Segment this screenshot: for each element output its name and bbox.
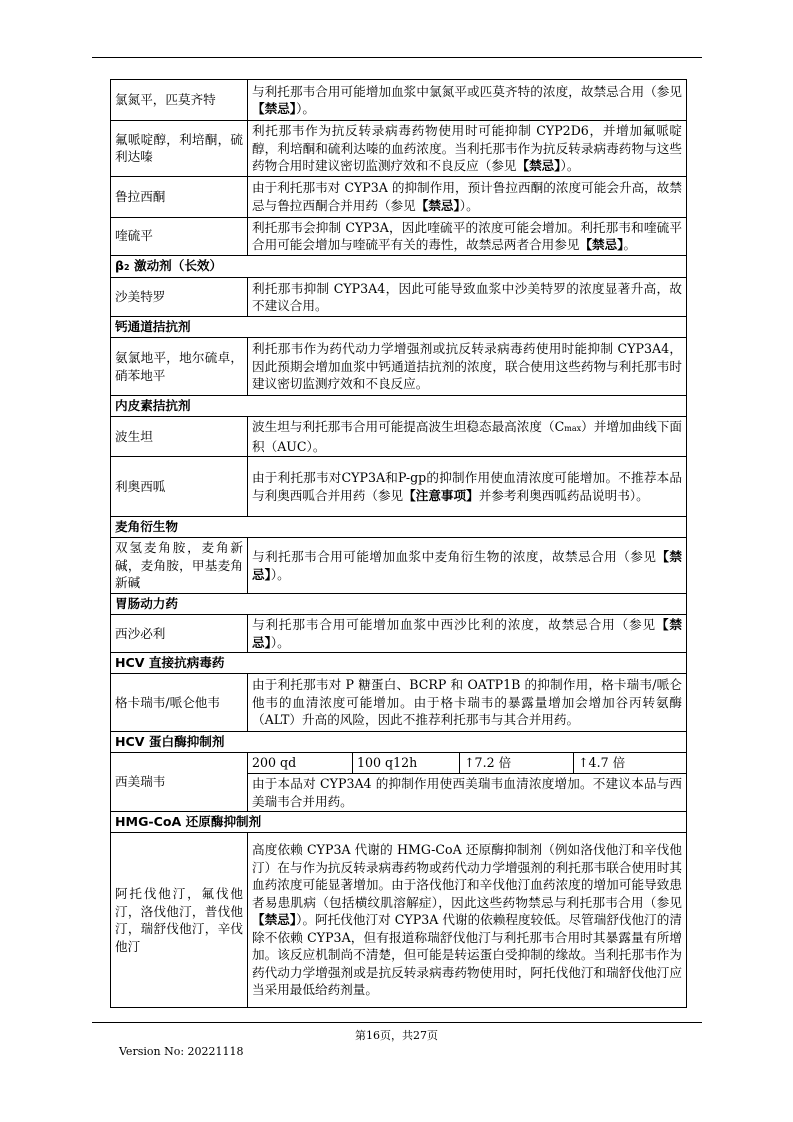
- category-row: [111, 317, 687, 338]
- category-row: [111, 255, 687, 278]
- drug-description: 利托那韦作为药代动力学增强剂或抗反转录病毒药使用时能抑制 CYP3A4，因此预期会增加血浆中钙通道拮抗剂的浓度，联合使用这些药物与利托那韦时建议密切监测疗效和不良反应。: [248, 338, 687, 396]
- drug-description: 波生坦与利托那韦合用可能提高波生坦稳态最高浓度（Cmax）并增加曲线下面积（AUC）。: [248, 417, 687, 457]
- table-row: [111, 278, 687, 317]
- drug-name: 西沙必利: [111, 615, 248, 653]
- dose-cells: [248, 753, 687, 774]
- drug-description: 由于利托那韦对 P 糖蛋白、BCRP 和 OATP1B 的抑制作用，格卡瑞韦/哌仑他韦的血清浓度可能增加。由于格卡瑞韦的暴露量增加会增加谷丙转氨酶（ALT）升高的风险，因此不推荐利托那韦与其合并用药。: [248, 674, 687, 732]
- dose-ritonavir: 200 qd: [248, 753, 353, 773]
- drug-description: 利托那韦作为抗反转录病毒药物使用时可能抑制 CYP2D6，并增加氟哌啶醇，利培酮和硫利达嗪的血药浓度。当利托那韦作为抗反转录病毒药物与这些药物合用时建议密切监测疗效和不良反应（参见【禁忌】）。: [248, 121, 687, 177]
- drug-description: 由于本品对 CYP3A4 的抑制作用使西美瑞韦血清浓度增加。不建议本品与西美瑞韦合并用药。: [248, 774, 687, 812]
- category-heading: 钙通道拮抗剂: [111, 317, 687, 338]
- auc-change: ↑7.2 倍: [460, 753, 574, 773]
- drug-description: 与利托那韦合用可能增加血浆中氯氮平或匹莫齐特的浓度，故禁忌合用（参见【禁忌】）。: [248, 80, 687, 121]
- table-row: [111, 80, 687, 121]
- category-row: [111, 396, 687, 417]
- category-row: [111, 653, 687, 674]
- footer-rule: [92, 1022, 702, 1023]
- dose-coadministered: 100 q12h: [353, 753, 460, 773]
- drug-description: 与利托那韦合用可能增加血浆中麦角衍生物的浓度，故禁忌合用（参见【禁忌】）。: [248, 538, 687, 594]
- table-row: [111, 121, 687, 177]
- category-heading: 内皮素拮抗剂: [111, 396, 687, 417]
- page-number: 第16页，共27页: [355, 1029, 438, 1042]
- drug-name: 鲁拉西酮: [111, 176, 248, 217]
- drug-name: 波生坦: [111, 417, 248, 457]
- category-heading: 麦角衍生物: [111, 517, 687, 538]
- drug-name: 喹硫平: [111, 217, 248, 255]
- table-row: [111, 538, 687, 594]
- category-row: [111, 594, 687, 615]
- category-heading: 胃肠动力药: [111, 594, 687, 615]
- category-heading: HCV 直接抗病毒药: [111, 653, 687, 674]
- category-heading: HMG-CoA 还原酶抑制剂: [111, 812, 687, 833]
- drug-description: 由于利托那韦对CYP3A和P-gp的抑制作用使血清浓度可能增加。不推荐本品与利奥西呱合并用药（参见【注意事项】并参考利奥西呱药品说明书）。: [248, 457, 687, 517]
- category-heading: HCV 蛋白酶抑制剂: [111, 732, 687, 753]
- drug-name: 利奥西呱: [111, 457, 248, 517]
- table-row: [111, 457, 687, 517]
- table-row: [111, 833, 687, 1008]
- cmax-change: ↑4.7 倍: [578, 755, 626, 771]
- table-row: [111, 674, 687, 732]
- drug-description: 高度依赖 CYP3A 代谢的 HMG-CoA 还原酶抑制剂（例如洛伐他汀和辛伐他汀）在与作为抗反转录病毒药物或药代动力学增强剂的利托那韦联合使用时其血药浓度可能显著增加。由于洛伐他汀和辛伐他汀血药浓度的增加可能导致患者易患肌病（包括横纹肌溶解症），因此这些药物禁忌与利托那韦合用（参见【禁忌】）。阿托伐他汀对 CYP3A 代谢的依赖程度较低。尽管瑞舒伐他汀的清除不依赖 CYP3A，但有报道称瑞舒伐他汀与利托那韦合用时其暴露量有所增加。该反应机制尚不清楚，但可能是转运蛋白受抑制的缘故。当利托那韦作为药代动力学增强剂或是抗反转录病毒药物使用时，阿托伐他汀和瑞舒伐他汀应当采用最低给药剂量。: [248, 833, 687, 1008]
- drug-name: 沙美特罗: [111, 278, 248, 317]
- table-row: [111, 417, 687, 457]
- drug-name: 阿托伐他汀，氟伐他汀，洛伐他汀，普伐他汀，瑞舒伐他汀，辛伐他汀: [111, 833, 248, 1008]
- category-row: [111, 732, 687, 753]
- table-row: [111, 176, 687, 217]
- version-number: Version No: 20221118: [119, 1045, 244, 1058]
- category-row: [111, 812, 687, 833]
- drug-name: 氟哌啶醇，利培酮，硫利达嗪: [111, 121, 248, 177]
- category-row: [111, 517, 687, 538]
- table-row: [111, 753, 687, 774]
- drug-name: 格卡瑞韦/哌仑他韦: [111, 674, 248, 732]
- drug-name: 西美瑞韦: [111, 753, 248, 812]
- drug-description: 与利托那韦合用可能增加血浆中西沙比利的浓度，故禁忌合用（参见【禁忌】）。: [248, 615, 687, 653]
- dose-subtable: [248, 753, 686, 773]
- drug-name: 双氢麦角胺，麦角新碱，麦角胺，甲基麦角新碱: [111, 538, 248, 594]
- category-heading: β2 激动剂（长效）: [111, 255, 687, 278]
- drug-name: 氨氯地平，地尔硫卓，硝苯地平: [111, 338, 248, 396]
- drug-interaction-table: [110, 79, 687, 1008]
- header-rule: [92, 57, 702, 58]
- drug-name: 氯氮平，匹莫齐特: [111, 80, 248, 121]
- drug-description: 利托那韦抑制 CYP3A4，因此可能导致血浆中沙美特罗的浓度显著升高，故不建议合用。: [248, 278, 687, 317]
- drug-description: 利托那韦会抑制 CYP3A，因此喹硫平的浓度可能会增加。利托那韦和喹硫平合用可能会增加与喹硫平有关的毒性，故禁忌两者合用参见【禁忌】。: [248, 217, 687, 255]
- table-row: [111, 217, 687, 255]
- table-row: [111, 338, 687, 396]
- drug-description: 由于利托那韦对 CYP3A 的抑制作用，预计鲁拉西酮的浓度可能会升高，故禁忌与鲁拉西酮合并用药（参见【禁忌】）。: [248, 176, 687, 217]
- table-row: [111, 615, 687, 653]
